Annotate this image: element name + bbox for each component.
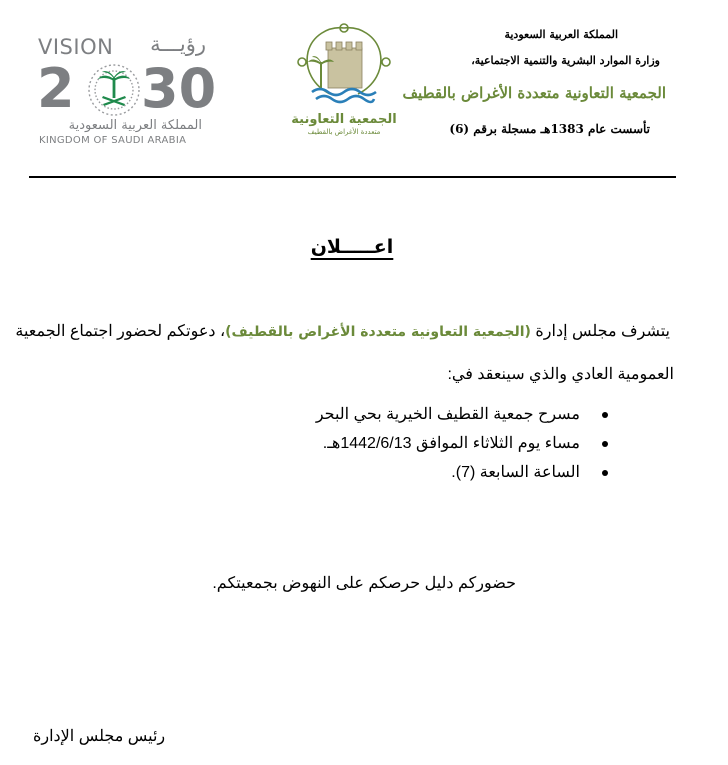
vision-arabic-text: رؤيـــة: [150, 32, 206, 56]
vision-kingdom-arabic: المملكة العربية السعودية: [68, 118, 202, 133]
org-country: المملكة العربية السعودية: [504, 28, 618, 41]
notice-paragraph-2: العمومية العادي والذي سينعقد في:: [447, 366, 674, 383]
association-logo-name: الجمعية التعاونية: [291, 112, 397, 127]
vision-kingdom-english: KINGDOM OF SAUDI ARABIA: [39, 135, 187, 146]
vision-latin-text: VISION: [38, 35, 114, 59]
org-association-name: الجمعية التعاونية متعددة الأغراض بالقطيف: [402, 84, 666, 102]
vision-year-right: 30: [141, 57, 217, 120]
paragraph-1-prefix: يتشرف مجلس إدارة: [530, 323, 670, 340]
notice-title: اعـــــلان: [310, 236, 394, 258]
signature-title: رئيس مجلس الإدارة: [33, 728, 166, 745]
list-item: مساء يوم الثلاثاء الموافق 1442/6/13هـ.: [316, 429, 608, 458]
vision-2030-logo: [37, 32, 217, 148]
paragraph-1-org-name: (الجمعية التعاونية متعددة الأغراض بالقطيف): [225, 324, 531, 340]
org-registration: تأسست عام 1383هـ مسجلة برقم (6): [449, 122, 650, 136]
header-divider: [29, 176, 676, 178]
vision-year-left: 2: [37, 57, 75, 120]
association-logo-subtitle: متعددة الأغراض بالقطيف: [307, 128, 381, 136]
fort-palm-waves-icon: [290, 22, 398, 114]
org-ministry: وزارة الموارد البشرية والتنمية الاجتماعية،: [471, 54, 660, 67]
list-item: مسرح جمعية القطيف الخيرية بحي البحر: [316, 400, 608, 429]
paragraph-1-suffix: ، دعوتكم لحضور اجتماع الجمعية: [15, 323, 226, 340]
palm-swords-emblem-icon: [85, 62, 143, 118]
closing-line: حضوركم دليل حرصكم على النهوض بجمعيتكم.: [212, 575, 516, 592]
vision-year: [37, 57, 217, 120]
association-logo: [290, 22, 398, 140]
list-item: الساعة السابعة (7).: [316, 458, 608, 487]
notice-paragraph-1: [15, 321, 670, 341]
meeting-details-list: [316, 400, 608, 487]
